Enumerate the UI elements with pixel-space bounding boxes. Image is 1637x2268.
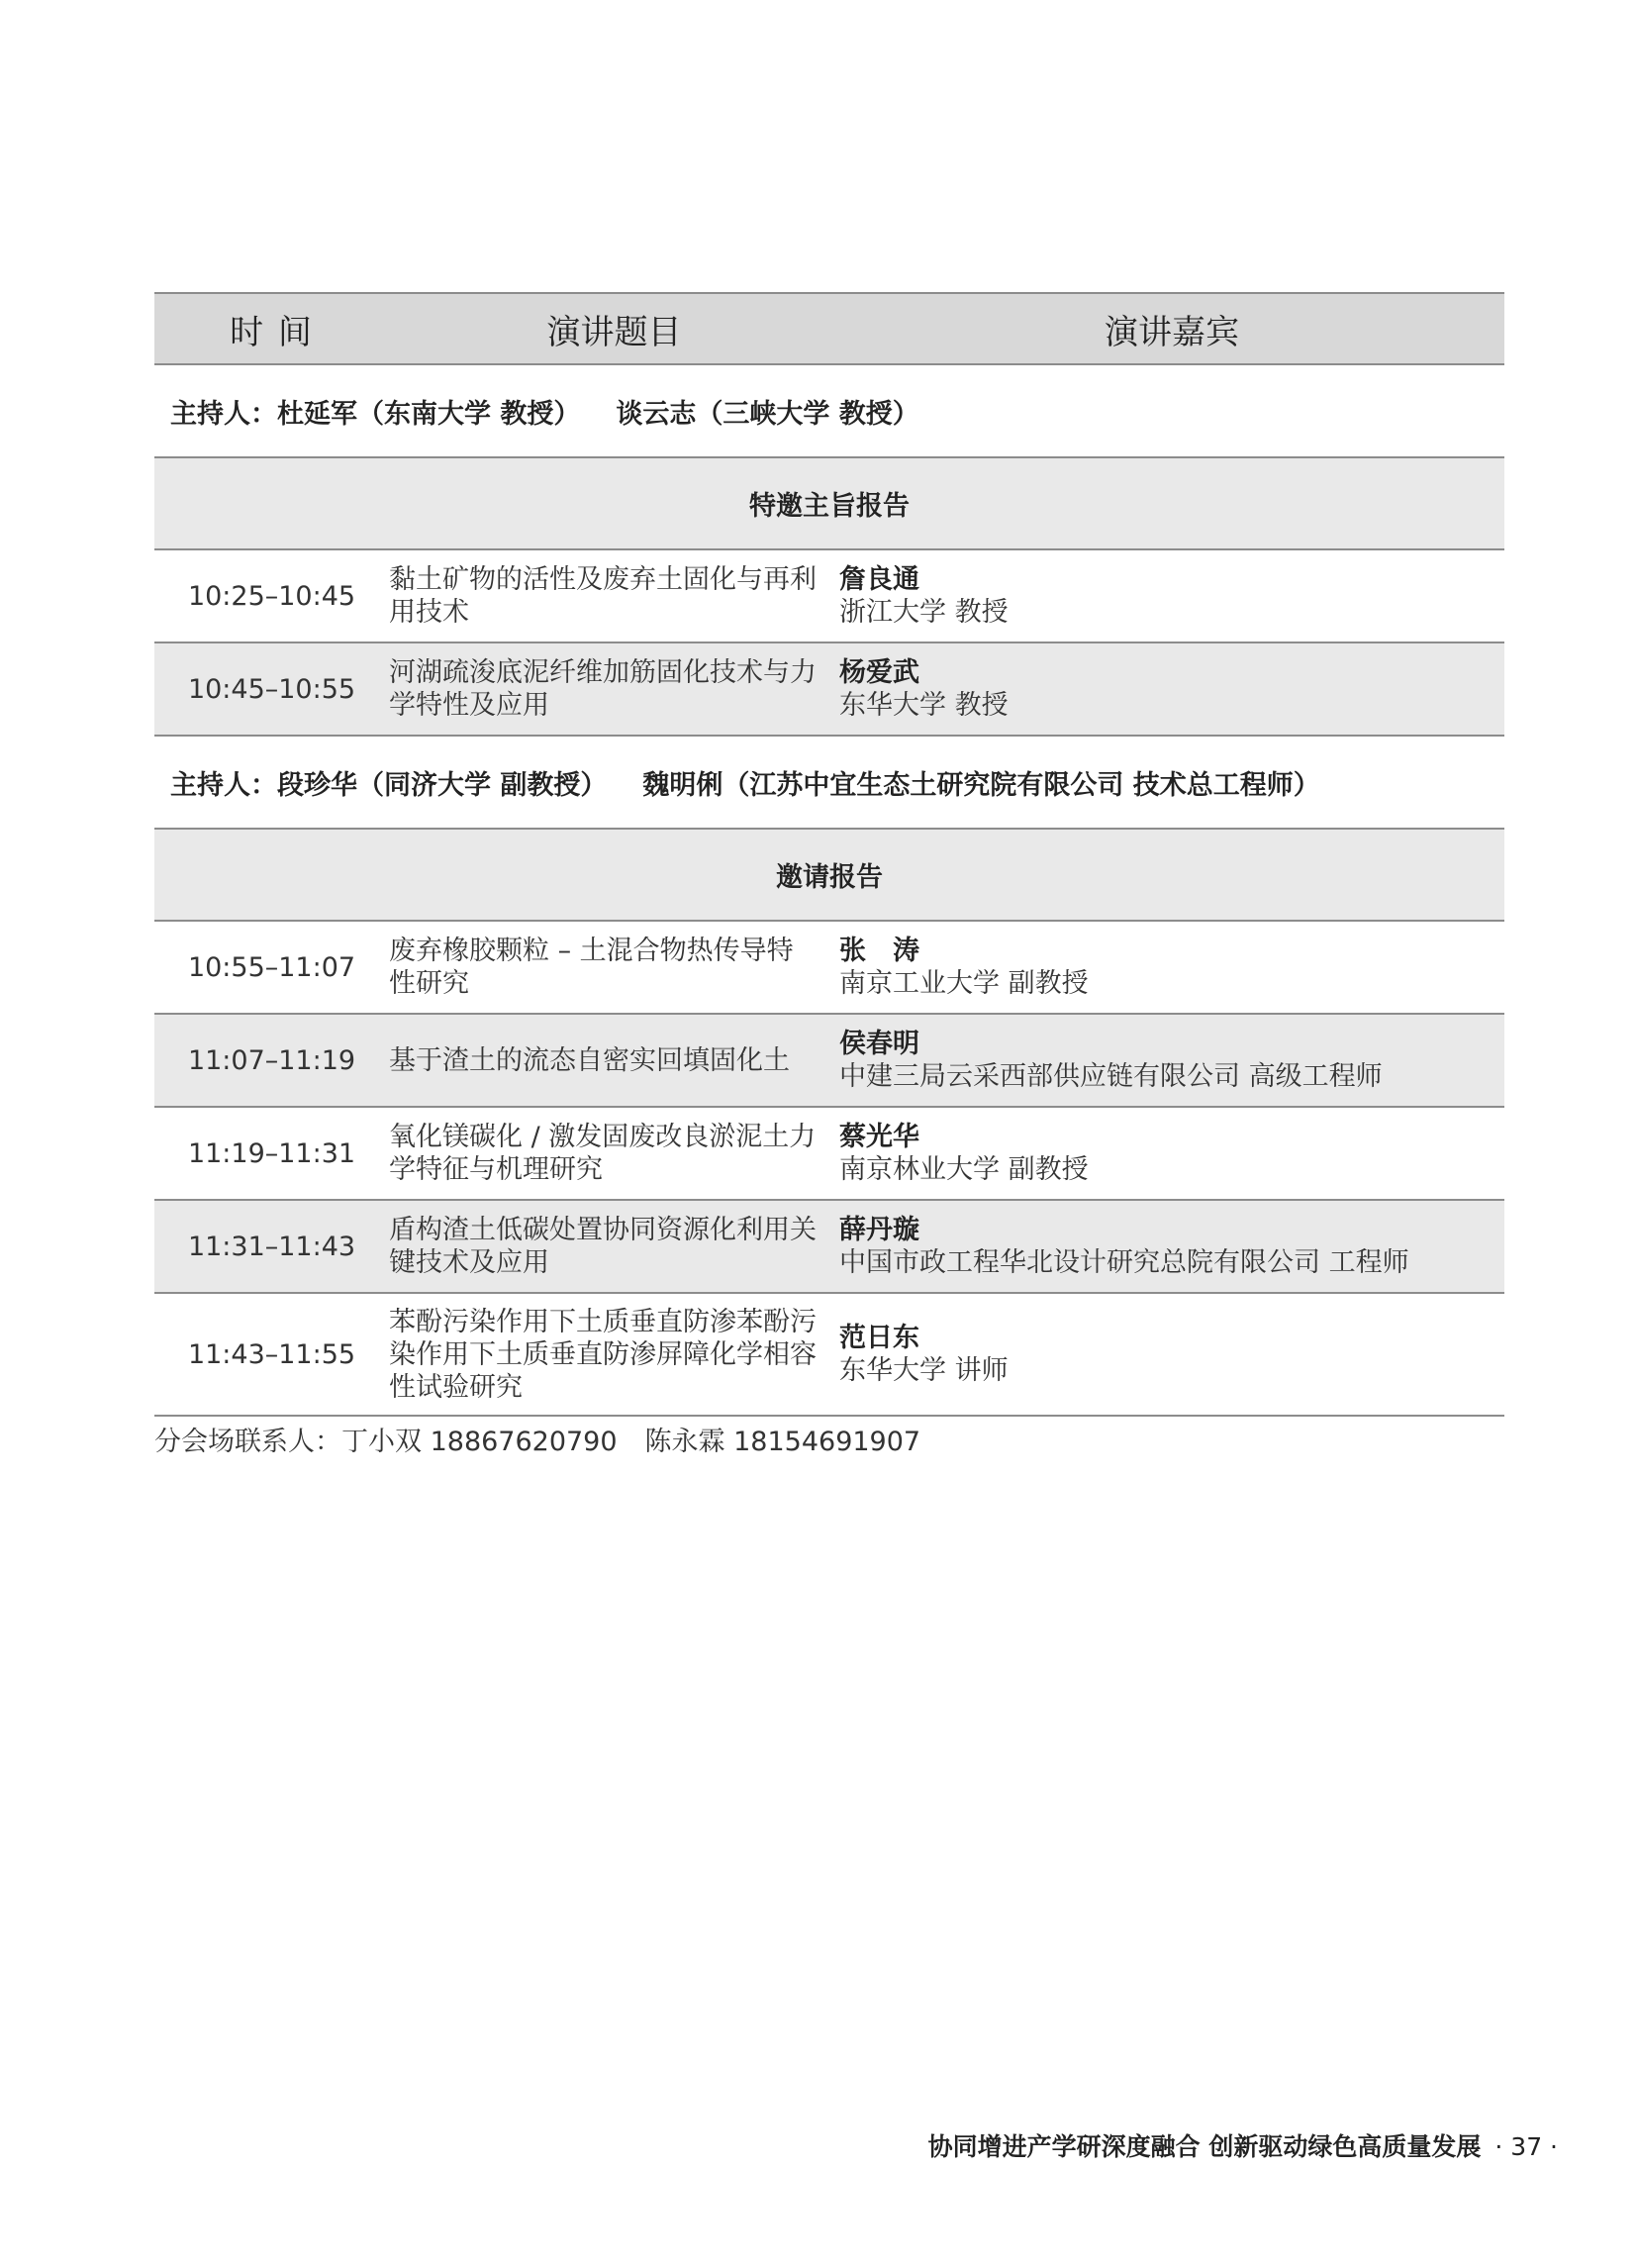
- header-topic: 演讲题目: [546, 312, 682, 352]
- table-row: [154, 1108, 1504, 1201]
- contact-label: 分会场联系人：: [154, 1427, 341, 1457]
- time-cell: 11:43–11:55: [187, 1338, 356, 1370]
- table-row: [154, 922, 1504, 1015]
- time-cell: 10:45–10:55: [187, 673, 356, 705]
- speaker-affiliation: 东华大学 教授: [839, 690, 1009, 721]
- time-cell: 10:55–11:07: [187, 951, 356, 983]
- speaker-affiliation: 南京林业大学 副教授: [839, 1154, 1089, 1185]
- contact-person: 陈永霖 18154691907: [644, 1427, 921, 1457]
- contact-line: [154, 1420, 920, 1458]
- host-name: 段珍华（同济大学 副教授）: [277, 769, 608, 801]
- speaker-name: 杨爱武: [839, 657, 919, 688]
- host-name: 魏明俐（江苏中宜生态土研究院有限公司 技术总工程师）: [642, 769, 1320, 801]
- time-cell: 11:31–11:43: [187, 1231, 356, 1262]
- speaker-cell: [839, 1214, 1504, 1279]
- table-header: [154, 292, 1504, 365]
- speaker-affiliation: 浙江大学 教授: [839, 597, 1009, 628]
- topic-cell: 盾构渣土低碳处置协同资源化利用关键技术及应用: [389, 1215, 817, 1278]
- speaker-affiliation: 南京工业大学 副教授: [839, 968, 1089, 999]
- host-label: 主持人：: [170, 398, 277, 430]
- topic-cell: 基于渣土的流态自密实回填固化土: [389, 1044, 790, 1076]
- host-label: 主持人：: [170, 769, 277, 801]
- topic-cell: 氧化镁碳化 / 激发固废改良淤泥土力学特征与机理研究: [389, 1122, 817, 1185]
- page-number: · 37 ·: [1494, 2132, 1558, 2161]
- header-time: 时 间: [230, 312, 314, 352]
- table-row: [154, 1201, 1504, 1294]
- topic-cell: 河湖疏浚底泥纤维加筋固化技术与力学特性及应用: [389, 657, 817, 721]
- table-row: [154, 550, 1504, 643]
- schedule-table: [154, 292, 1504, 1417]
- topic-cell: 废弃橡胶颗粒 – 土混合物热传导特性研究: [389, 936, 794, 999]
- speaker-affiliation: 中建三局云采西部供应链有限公司 高级工程师: [839, 1061, 1383, 1092]
- speaker-name: 薛丹璇: [839, 1215, 919, 1245]
- host-name: 杜延军（东南大学 教授）: [277, 398, 581, 430]
- session2-host-line: [154, 737, 1504, 828]
- speaker-name: 侯春明: [839, 1029, 919, 1059]
- speaker-cell: [839, 1121, 1504, 1186]
- section-title-invited: 邀请报告: [154, 828, 1504, 922]
- topic-cell: 苯酚污染作用下土质垂直防渗苯酚污染作用下土质垂直防渗屏障化学相容性试验研究: [389, 1306, 817, 1403]
- speaker-cell: [839, 1028, 1504, 1093]
- speaker-name: 范日东: [839, 1323, 919, 1353]
- table-row: [154, 1294, 1504, 1417]
- footer-slogan: 协同增进产学研深度融合 创新驱动绿色高质量发展: [927, 2132, 1482, 2161]
- speaker-cell: [839, 563, 1504, 629]
- speaker-name: 詹良通: [839, 564, 919, 595]
- speaker-cell: [839, 935, 1504, 1000]
- speaker-name: 蔡光华: [839, 1122, 919, 1152]
- contact-person: 丁小双 18867620790: [341, 1427, 618, 1457]
- page-footer: [928, 2127, 1558, 2163]
- time-cell: 11:07–11:19: [187, 1044, 356, 1076]
- speaker-cell: [839, 1322, 1504, 1387]
- speaker-cell: [839, 656, 1504, 722]
- speaker-affiliation: 中国市政工程华北设计研究总院有限公司 工程师: [839, 1247, 1409, 1278]
- speaker-name: 张 涛: [839, 936, 919, 966]
- section-title-keynote: 特邀主旨报告: [154, 456, 1504, 550]
- header-speaker: 演讲嘉宾: [1105, 312, 1239, 352]
- topic-cell: 黏土矿物的活性及废弃土固化与再利用技术: [389, 564, 817, 628]
- table-row: [154, 643, 1504, 737]
- session1-host-line: [154, 365, 1504, 456]
- speaker-affiliation: 东华大学 讲师: [839, 1355, 1009, 1386]
- time-cell: 10:25–10:45: [187, 580, 356, 612]
- table-row: [154, 1015, 1504, 1108]
- host-name: 谈云志（三峡大学 教授）: [616, 398, 919, 430]
- time-cell: 11:19–11:31: [187, 1137, 356, 1169]
